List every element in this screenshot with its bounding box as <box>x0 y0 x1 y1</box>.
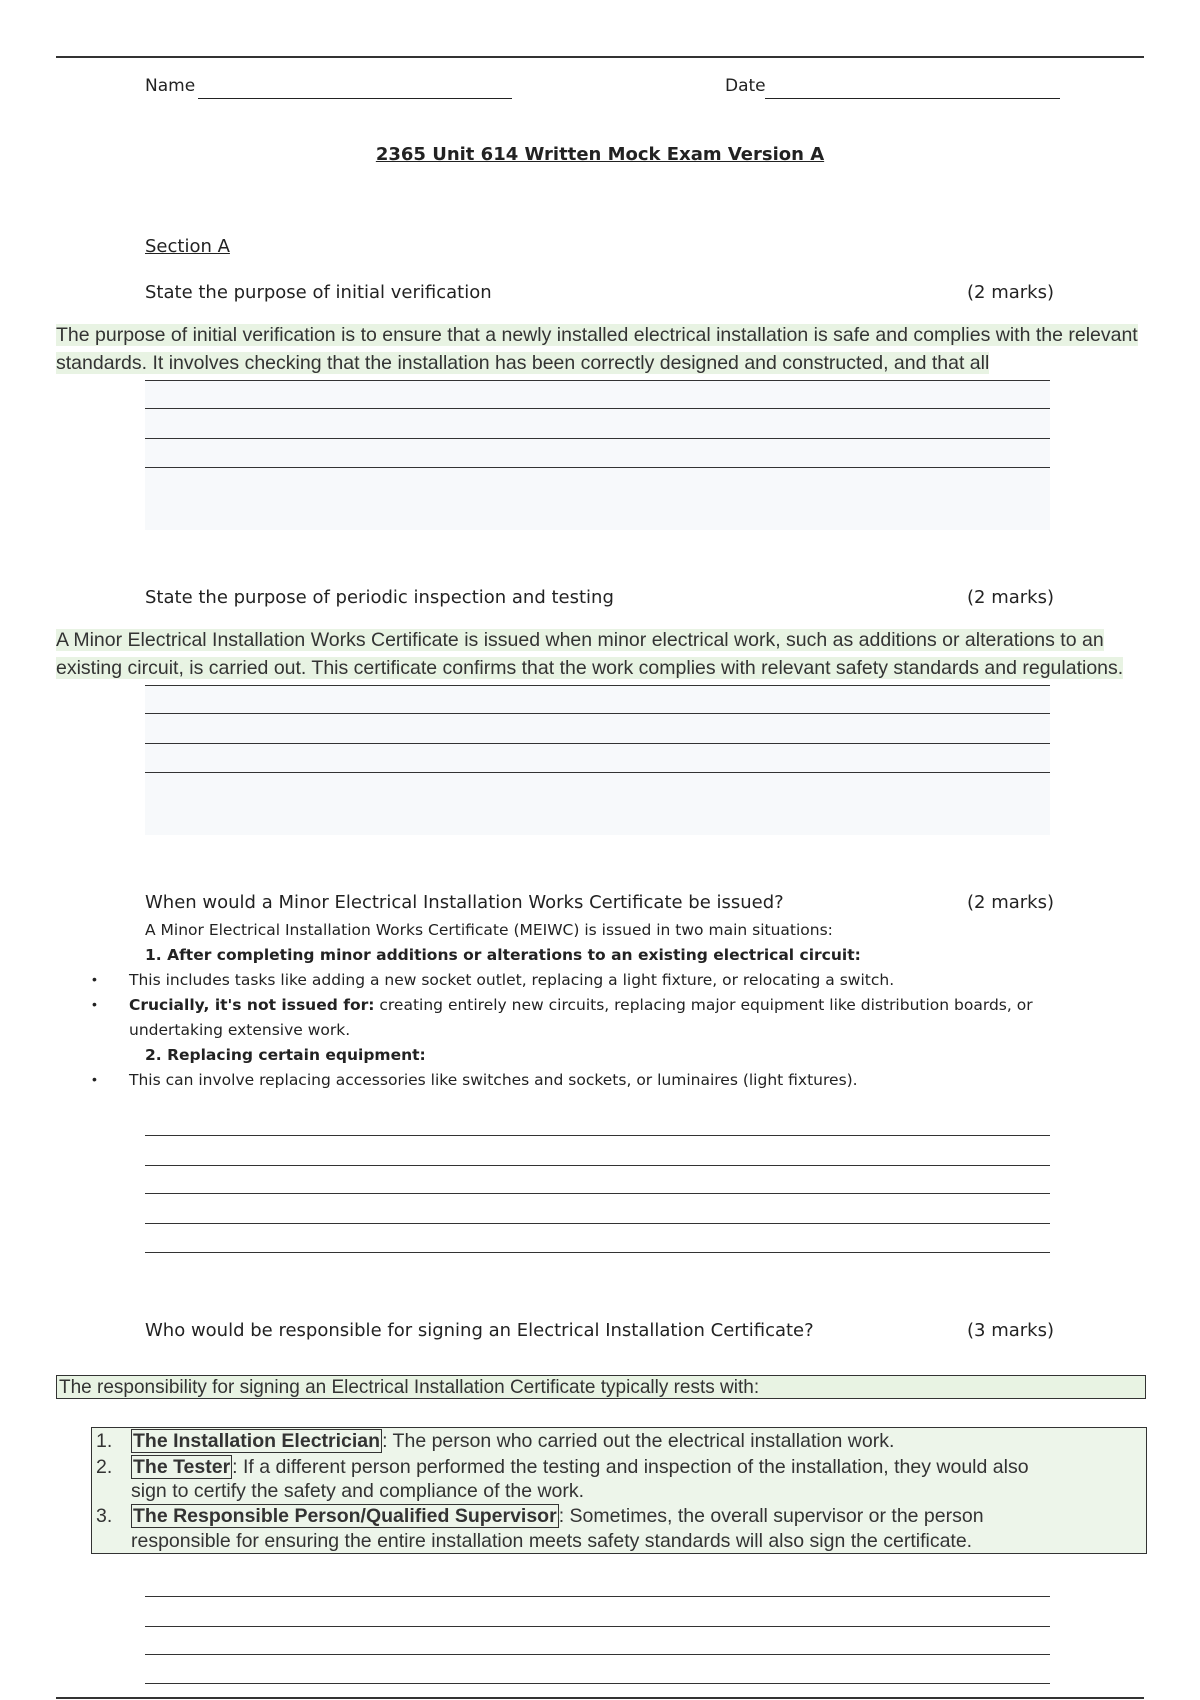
question-2-marks: (2 marks) <box>967 587 1054 608</box>
answer-4-intro[interactable]: The responsibility for signing an Electrical Installation Certificate typically rests with: <box>56 1375 1146 1399</box>
answer-line <box>145 1223 1050 1224</box>
answer-line <box>145 438 1050 439</box>
top-rule <box>56 56 1144 58</box>
answer-line <box>145 380 1050 381</box>
answer-line <box>145 743 1050 744</box>
answer-1-text[interactable]: The purpose of initial verification is to ensure that a newly installed electrical installation is safe and complies with the relevant standards. It involves checking that the installation has been correctly designed and constructed, and that all <box>56 324 1138 374</box>
answer-3-heading-1: 1. After completing minor additions or alterations to an existing electrical circuit: <box>145 946 861 964</box>
answer-2-text[interactable]: A Minor Electrical Installation Works Certificate is issued when minor electrical work, such as additions or alterations to an existing circuit, is carried out. This certificate confirms that the work complies with relevant safety standards and regulations. <box>56 629 1124 679</box>
answer-3-bullet-2: Crucially, it's not issued for: creating entirely new circuits, replacing major equipment like distribution boards, or <box>129 996 1033 1014</box>
question-1-text: State the purpose of initial verification <box>145 282 492 303</box>
answer-1-area <box>145 380 1050 530</box>
answer-line <box>145 685 1050 686</box>
question-3-text: When would a Minor Electrical Installation Works Certificate be issued? <box>145 892 784 913</box>
list-item: 3. The Responsible Person/Qualified Supervisor : Sometimes, the overall supervisor or the person <box>96 1505 984 1527</box>
answer-2-area <box>145 685 1050 835</box>
answer-3-bullet-2-cont: undertaking extensive work. <box>129 1021 351 1039</box>
answer-3-heading-2: 2. Replacing certain equipment: <box>145 1046 426 1064</box>
question-4-text: Who would be responsible for signing an Electrical Installation Certificate? <box>145 1320 814 1341</box>
answer-3-bullet-3: This can involve replacing accessories like switches and sockets, or luminaires (light fixtures). <box>129 1071 858 1089</box>
list-item: 2. The Tester : If a different person performed the testing and inspection of the installation, they would also <box>96 1456 1029 1478</box>
answer-line <box>145 467 1050 468</box>
date-field[interactable] <box>765 98 1060 99</box>
answer-3-intro: A Minor Electrical Installation Works Certificate (MEIWC) is issued in two main situations: <box>145 921 833 939</box>
answer-line <box>145 1165 1050 1166</box>
exam-title: 2365 Unit 614 Written Mock Exam Version A <box>375 144 825 165</box>
question-1-marks: (2 marks) <box>967 282 1054 303</box>
bullet-icon: • <box>92 1071 97 1087</box>
answer-line <box>145 1252 1050 1253</box>
bullet-icon: • <box>92 971 97 987</box>
answer-line <box>145 772 1050 773</box>
answer-line <box>145 1596 1050 1597</box>
name-label: Name <box>145 76 196 96</box>
answer-line <box>145 1135 1050 1136</box>
answer-line <box>145 1654 1050 1655</box>
answer-line <box>145 408 1050 409</box>
question-2-text: State the purpose of periodic inspection and testing <box>145 587 614 608</box>
name-field[interactable] <box>198 98 512 99</box>
answer-3-bullet-1: This includes tasks like adding a new socket outlet, replacing a light fixture, or relocating a switch. <box>129 971 895 989</box>
answer-line <box>145 1626 1050 1627</box>
date-label: Date <box>725 76 766 96</box>
bullet-icon: • <box>92 996 97 1012</box>
list-item-cont: sign to certify the safety and compliance of the work. <box>131 1480 585 1502</box>
question-3-marks: (2 marks) <box>967 892 1054 913</box>
list-item: 1. The Installation Electrician : The person who carried out the electrical installation work. <box>96 1430 895 1452</box>
section-heading: Section A <box>145 236 230 257</box>
answer-line <box>145 713 1050 714</box>
answer-line <box>145 1683 1050 1684</box>
question-4-marks: (3 marks) <box>967 1320 1054 1341</box>
list-item-cont: responsible for ensuring the entire installation meets safety standards will also sign the certificate. <box>131 1530 973 1552</box>
answer-line <box>145 1193 1050 1194</box>
bottom-rule <box>56 1697 1144 1699</box>
